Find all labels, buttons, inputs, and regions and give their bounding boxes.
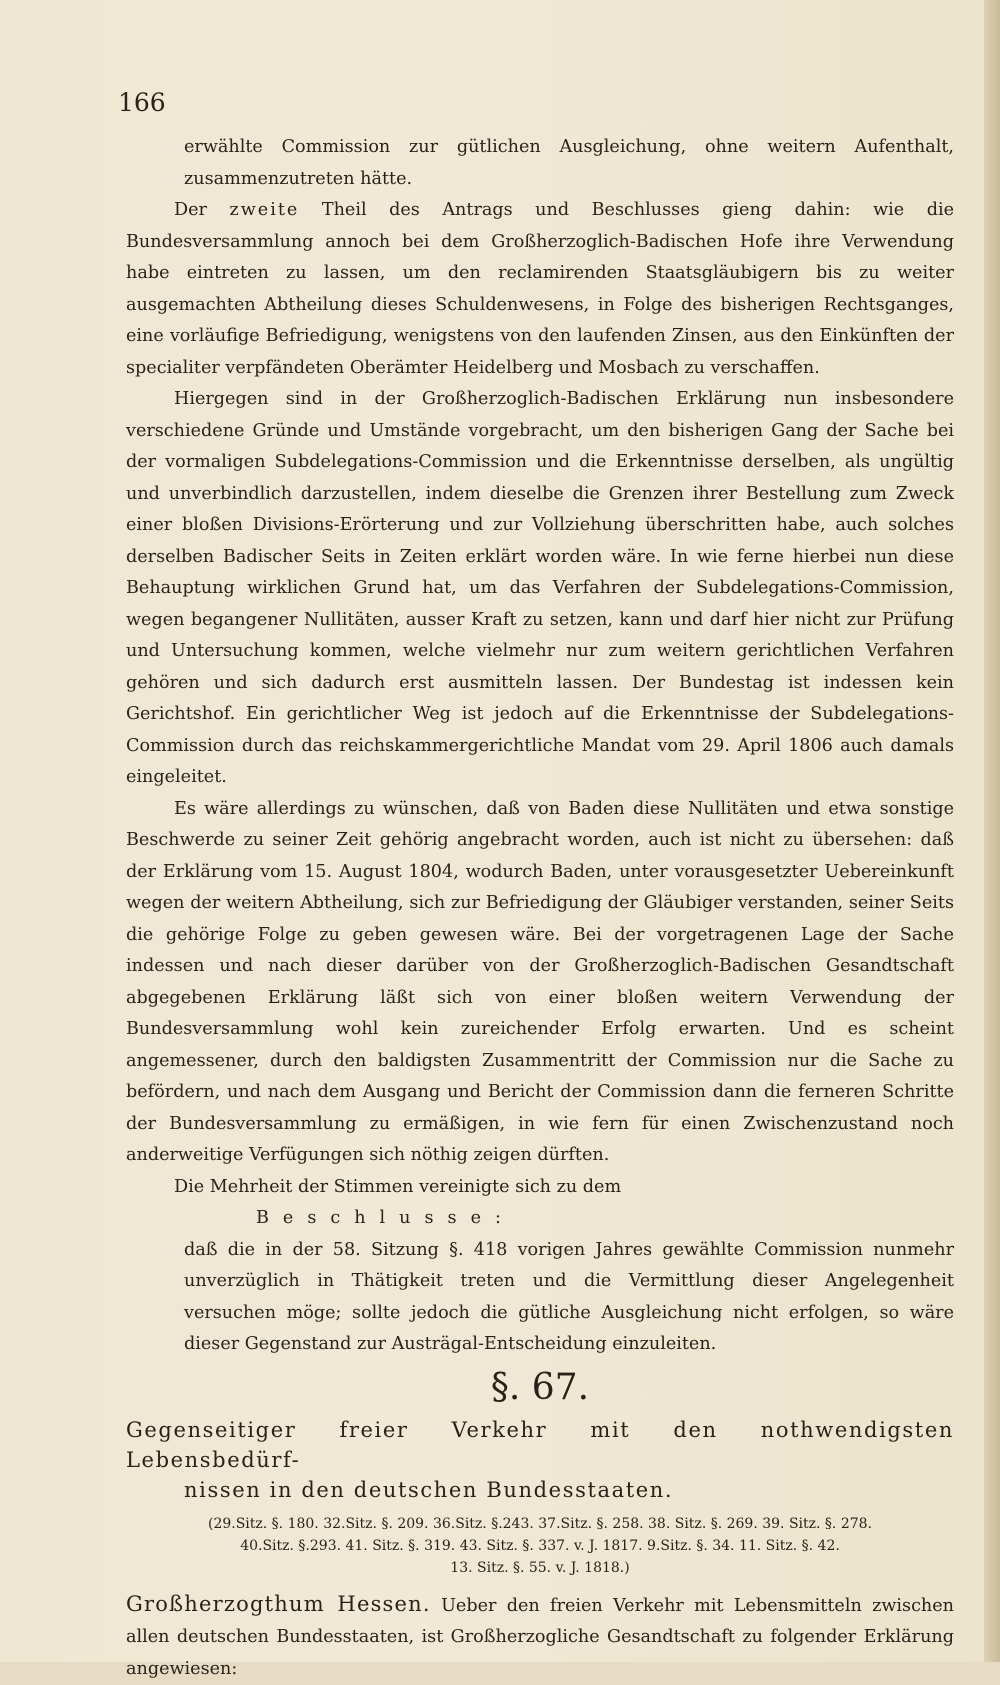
paragraph-majority: Die Mehrheit der Stimmen vereinigte sich zu dem xyxy=(126,1172,954,1204)
spaced-word: zweite xyxy=(229,200,299,220)
references-line-3: 13. Sitz. §. 55. v. J. 1818.) xyxy=(126,1557,954,1579)
page-number: 166 xyxy=(118,88,166,117)
paragraph-continuation: erwählte Commission zur gütlichen Ausgleichung, ohne weitern Aufenthalt, zusammenzutreten hätte. xyxy=(126,132,954,195)
section-title xyxy=(126,1415,954,1505)
paragraph-resolution: daß die in der 58. Sitzung §. 418 vorigen Jahres gewählte Commission nunmehr unverzüglich in Thätigkeit treten und die Vermittlung dieser Angelegenheit versuchen möge; sollte jedoch die gütliche Ausgleichung nicht erfolgen, so wäre dieser Gegenstand zur Austrägal-Entscheidung einzuleiten. xyxy=(126,1235,954,1361)
page-edge xyxy=(984,0,1000,1662)
section-title-line-1: Gegenseitiger freier Verkehr mit den nothwendigsten Lebensbedürf- xyxy=(126,1418,954,1472)
paragraph-objections: Hiergegen sind in der Großherzoglich-Badischen Erklärung nun insbesondere verschiedene Gründe und Umstände vorgebracht, um den bisherigen Gang der Sache bei der vormaligen Subdelegations-Commission und die Erkenntnisse derselben, als ungültig und unverbindlich darzustellen, indem dieselbe die Grenzen ihrer Bestellung zum Zweck einer bloßen Divisions-Erörterung und zur Vollziehung überschritten habe, auch solches derselben Badischer Seits in Zeiten erklärt worden wäre. In wie ferne hierbei nun diese Behauptung wirklichen Grund hat, um das Verfahren der Subdelegations-Commission, wegen begangener Nullitäten, ausser Kraft zu setzen, kann und darf hier nicht zur Prüfung und Untersuchung kommen, welche vielmehr nur zum weitern gerichtlichen Verfahren gehören und sich dadurch erst ausmitteln lassen. Der Bundestag ist indessen kein Gerichtshof. Ein gerichtlicher Weg ist jedoch auf die Erkenntnisse der Subdelegations-Commission durch das reichskammergerichtliche Mandat vom 29. April 1806 auch damals eingeleitet. xyxy=(126,384,954,794)
text-body xyxy=(126,132,954,1685)
text-lead: Der xyxy=(174,200,207,220)
paragraph-second-part xyxy=(126,195,954,384)
paragraph-hessen xyxy=(126,1589,954,1685)
paragraph-assessment: Es wäre allerdings zu wünschen, daß von Baden diese Nullitäten und etwa sonstige Beschwerde zu seiner Zeit gehörig angebracht worden, auch ist nicht zu übersehen: daß der Erklärung vom 15. August 1804, wodurch Baden, unter vorausgesetzter Uebereinkunft wegen der weitern Abtheilung, sich zur Befriedigung der Gläubiger verstanden, seiner Seits die gehörige Folge zu geben gewesen wäre. Bei der vorgetragenen Lage der Sache indessen und nach dieser darüber von der Großherzoglich-Badischen Gesandtschaft abgegebenen Erklärung läßt sich von einer bloßen weitern Verwendung der Bundesversammlung wohl kein zureichender Erfolg erwarten. Und es scheint angemessener, durch den baldigsten Zusammentritt der Commission nur die Sache zu befördern, und nach dem Ausgang und Bericht der Commission dann die ferneren Schritte der Bundesversammlung zu ermäßigen, in wie fern für einen Zwischenzustand noch anderweitige Verfügungen sich nöthig zeigen dürften. xyxy=(126,794,954,1172)
state-name: Großherzogthum Hessen. xyxy=(126,1592,431,1616)
references-line-2: 40.Sitz. §.293. 41. Sitz. §. 319. 43. Sitz. §. 337. v. J. 1817. 9.Sitz. §. 34. 11. Sitz. §. 42. xyxy=(126,1535,954,1557)
hessen-text: Ueber den freien Verkehr mit Lebensmitteln zwischen allen deutschen Bundesstaaten, ist Großherzogliche Gesandtschaft zu folgender Erklärung angewiesen: xyxy=(126,1596,954,1679)
section-title-line-2: nissen in den deutschen Bundesstaaten. xyxy=(126,1475,954,1505)
text-rest: Theil des Antrags und Beschlusses gieng dahin: wie die Bundesversammlung annoch bei dem Großherzoglich-Badischen Hofe ihre Verwendung habe eintreten zu lassen, um den reclamirenden Staatsgläubigern bis zu weiter ausgemachten Abtheilung dieses Schuldenwesens, in Folge des bisherigen Rechtsganges, eine vorläufige Befriedigung, wenigstens von den laufenden Zinsen, aus den Einkünften der specialiter verpfändeten Oberämter Heidelberg und Mosbach zu verschaffen. xyxy=(126,200,954,378)
references-line-1: (29.Sitz. §. 180. 32.Sitz. §. 209. 36.Sitz. §.243. 37.Sitz. §. 258. 38. Sitz. §. 269. 39. Sitz. §. 278. xyxy=(126,1513,954,1535)
resolution-heading: Beschlusse: xyxy=(126,1203,954,1235)
section-references xyxy=(126,1513,954,1579)
section-number: §. 67. xyxy=(126,1367,954,1409)
